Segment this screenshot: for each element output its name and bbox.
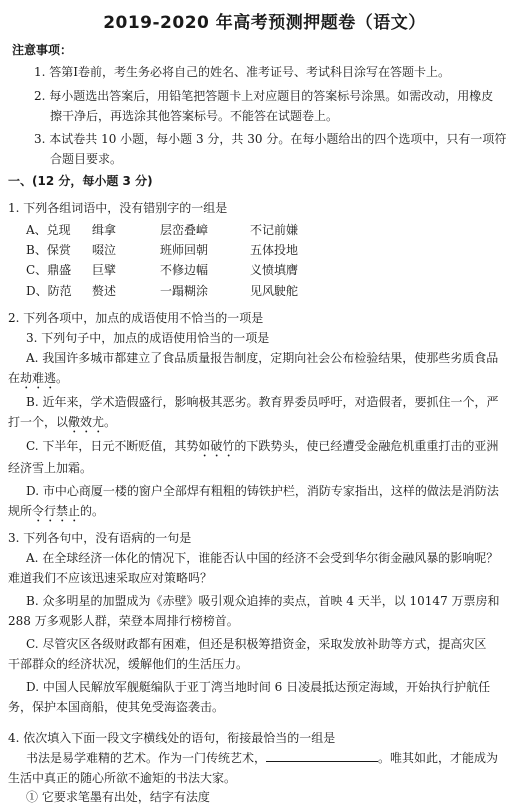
q3-option-d: D. 中国人民解放军舰艇编队于亚丁湾当地时间 6 日凌晨抵达预定海域，开始执行护航任 — [26, 680, 491, 694]
notice-item-2-cont: 擦干净后，再选涂其他答案标号。不能答在试题卷上。 — [50, 109, 339, 123]
q2-option-a-cont: 在劫难逃。 — [8, 371, 69, 385]
option-cell: D、防范 — [26, 284, 72, 298]
notice-item-3-cont: 合题目要求。 — [50, 152, 123, 166]
page-title: 2019-2020 年高考预测押题卷（语文） — [103, 13, 426, 33]
q1-option-b — [26, 242, 298, 258]
option-cell: C、鼎盛 — [26, 263, 72, 277]
q2-option-d-cont: 规所令行禁止的。 — [8, 504, 105, 518]
q2-option-c: C. 下半年，日元不断贬值，其势如破竹的下跌势头，使已经遭受金融危机重重打击的亚洲 — [26, 439, 499, 453]
q3-option-a: A. 在全球经济一体化的情况下，谁能否认中国的经济不会受到华尔街金融风暴的影响呢？ — [26, 551, 499, 565]
q2-option-b-cont: 打一个，以儆效尤。 — [8, 415, 117, 429]
notice-item-1: 1. 答第Ⅰ卷前，考生务必将自己的姓名、准考证号、考试科目涂写在答题卡上。 — [34, 65, 451, 79]
q3-option-a-cont: 难道我们不应该迅速采取应对策略吗？ — [8, 571, 213, 585]
q3-option-c: C. 尽管灾区各级财政都有困难，但还是积极筹措资金，采取发放补助等方式，提高灾区 — [26, 637, 487, 651]
q4-stem: 4. 依次填入下面一段文字横线处的语句，衔接最恰当的一组是 — [8, 731, 336, 745]
q4-paragraph-cont: 生活中真正的随心所欲不逾矩的书法大家。 — [8, 771, 237, 785]
q1-option-d — [26, 283, 298, 299]
q3-option-b-cont: 288 万多观影人群，荣登本周排行榜榜首。 — [8, 614, 239, 628]
q3-option-d-cont: 务，保护本国商船，使其免受海盗袭击。 — [8, 700, 225, 714]
q4-paragraph: 书法是易学难精的艺术。作为一门传统艺术， 。唯其如此，才能成为 — [26, 751, 499, 765]
q3-stem: 3. 下列各句中，没有语病的一句是 — [8, 531, 192, 545]
section-heading: 一、(12 分，每小题 3 分) — [8, 174, 153, 188]
option-cell: A、兑现 — [26, 223, 71, 237]
q3-option-b: B. 众多明星的加盟成为《赤壁》吸引观众追捧的卖点，首映 4 天半，以 10147 万票房和 — [26, 594, 500, 608]
q4-option-1: ① 它要求笔墨有出处，结字有法度 — [26, 790, 210, 804]
option-cell: 一蹋糊涂 — [160, 284, 209, 298]
q2-option-c-cont: 经济雪上加霜。 — [8, 461, 93, 475]
option-cell: 啜泣 — [92, 243, 117, 257]
option-cell: 巨擘 — [92, 263, 117, 277]
notice-item-3: 3. 本试卷共 10 小题，每小题 3 分，共 30 分。在每小题给出的四个选项中，只有一项符 — [34, 132, 507, 146]
q1-option-c — [26, 262, 298, 278]
option-cell: 赘述 — [92, 284, 117, 298]
option-cell: 五体投地 — [250, 243, 299, 257]
option-cell: 不记前嫌 — [250, 223, 299, 237]
q2-option-d: D. 市中心商厦一楼的窗户全部焊有粗粗的铸铁护栏，消防专家指出，这样的做法是消防法 — [26, 484, 499, 498]
q1-stem: 1. 下列各组词语中，没有错别字的一组是 — [8, 201, 228, 215]
option-cell: 层峦叠嶂 — [160, 223, 209, 237]
notice-item-2: 2. 每小题选出答案后，用铅笔把答题卡上对应题目的答案标号涂黑。如需改动，用橡皮 — [34, 89, 494, 103]
q3-option-c-cont: 干部群众的经济状况，缓解他们的生活压力。 — [8, 657, 249, 671]
q1-option-a — [26, 222, 298, 238]
option-cell: 不修边幅 — [160, 263, 209, 277]
option-cell: 班师回朝 — [160, 243, 209, 257]
q2-option-a: A. 我国许多城市都建立了食品质量报告制度，定期向社会公布检验结果，使那些劣质食品 — [26, 351, 499, 365]
q2-stem: 2. 下列各项中，加点的成语使用不恰当的一项是 — [8, 311, 264, 325]
option-cell: 缉拿 — [92, 223, 117, 237]
notice-heading: 注意事项： — [12, 43, 73, 57]
option-cell: 见风駛舵 — [250, 284, 299, 298]
option-cell: B、保赏 — [26, 243, 71, 257]
option-cell: 义愤填膺 — [250, 263, 299, 277]
q2-substem: 3. 下列句子中，加点的成语使用恰当的一项是 — [26, 331, 270, 345]
answer-blank — [266, 750, 378, 762]
q2-option-b: B. 近年来，学术造假盛行，影响极其恶劣。教育界委员呼吁，对造假者，要抓住一个，严 — [26, 395, 499, 409]
